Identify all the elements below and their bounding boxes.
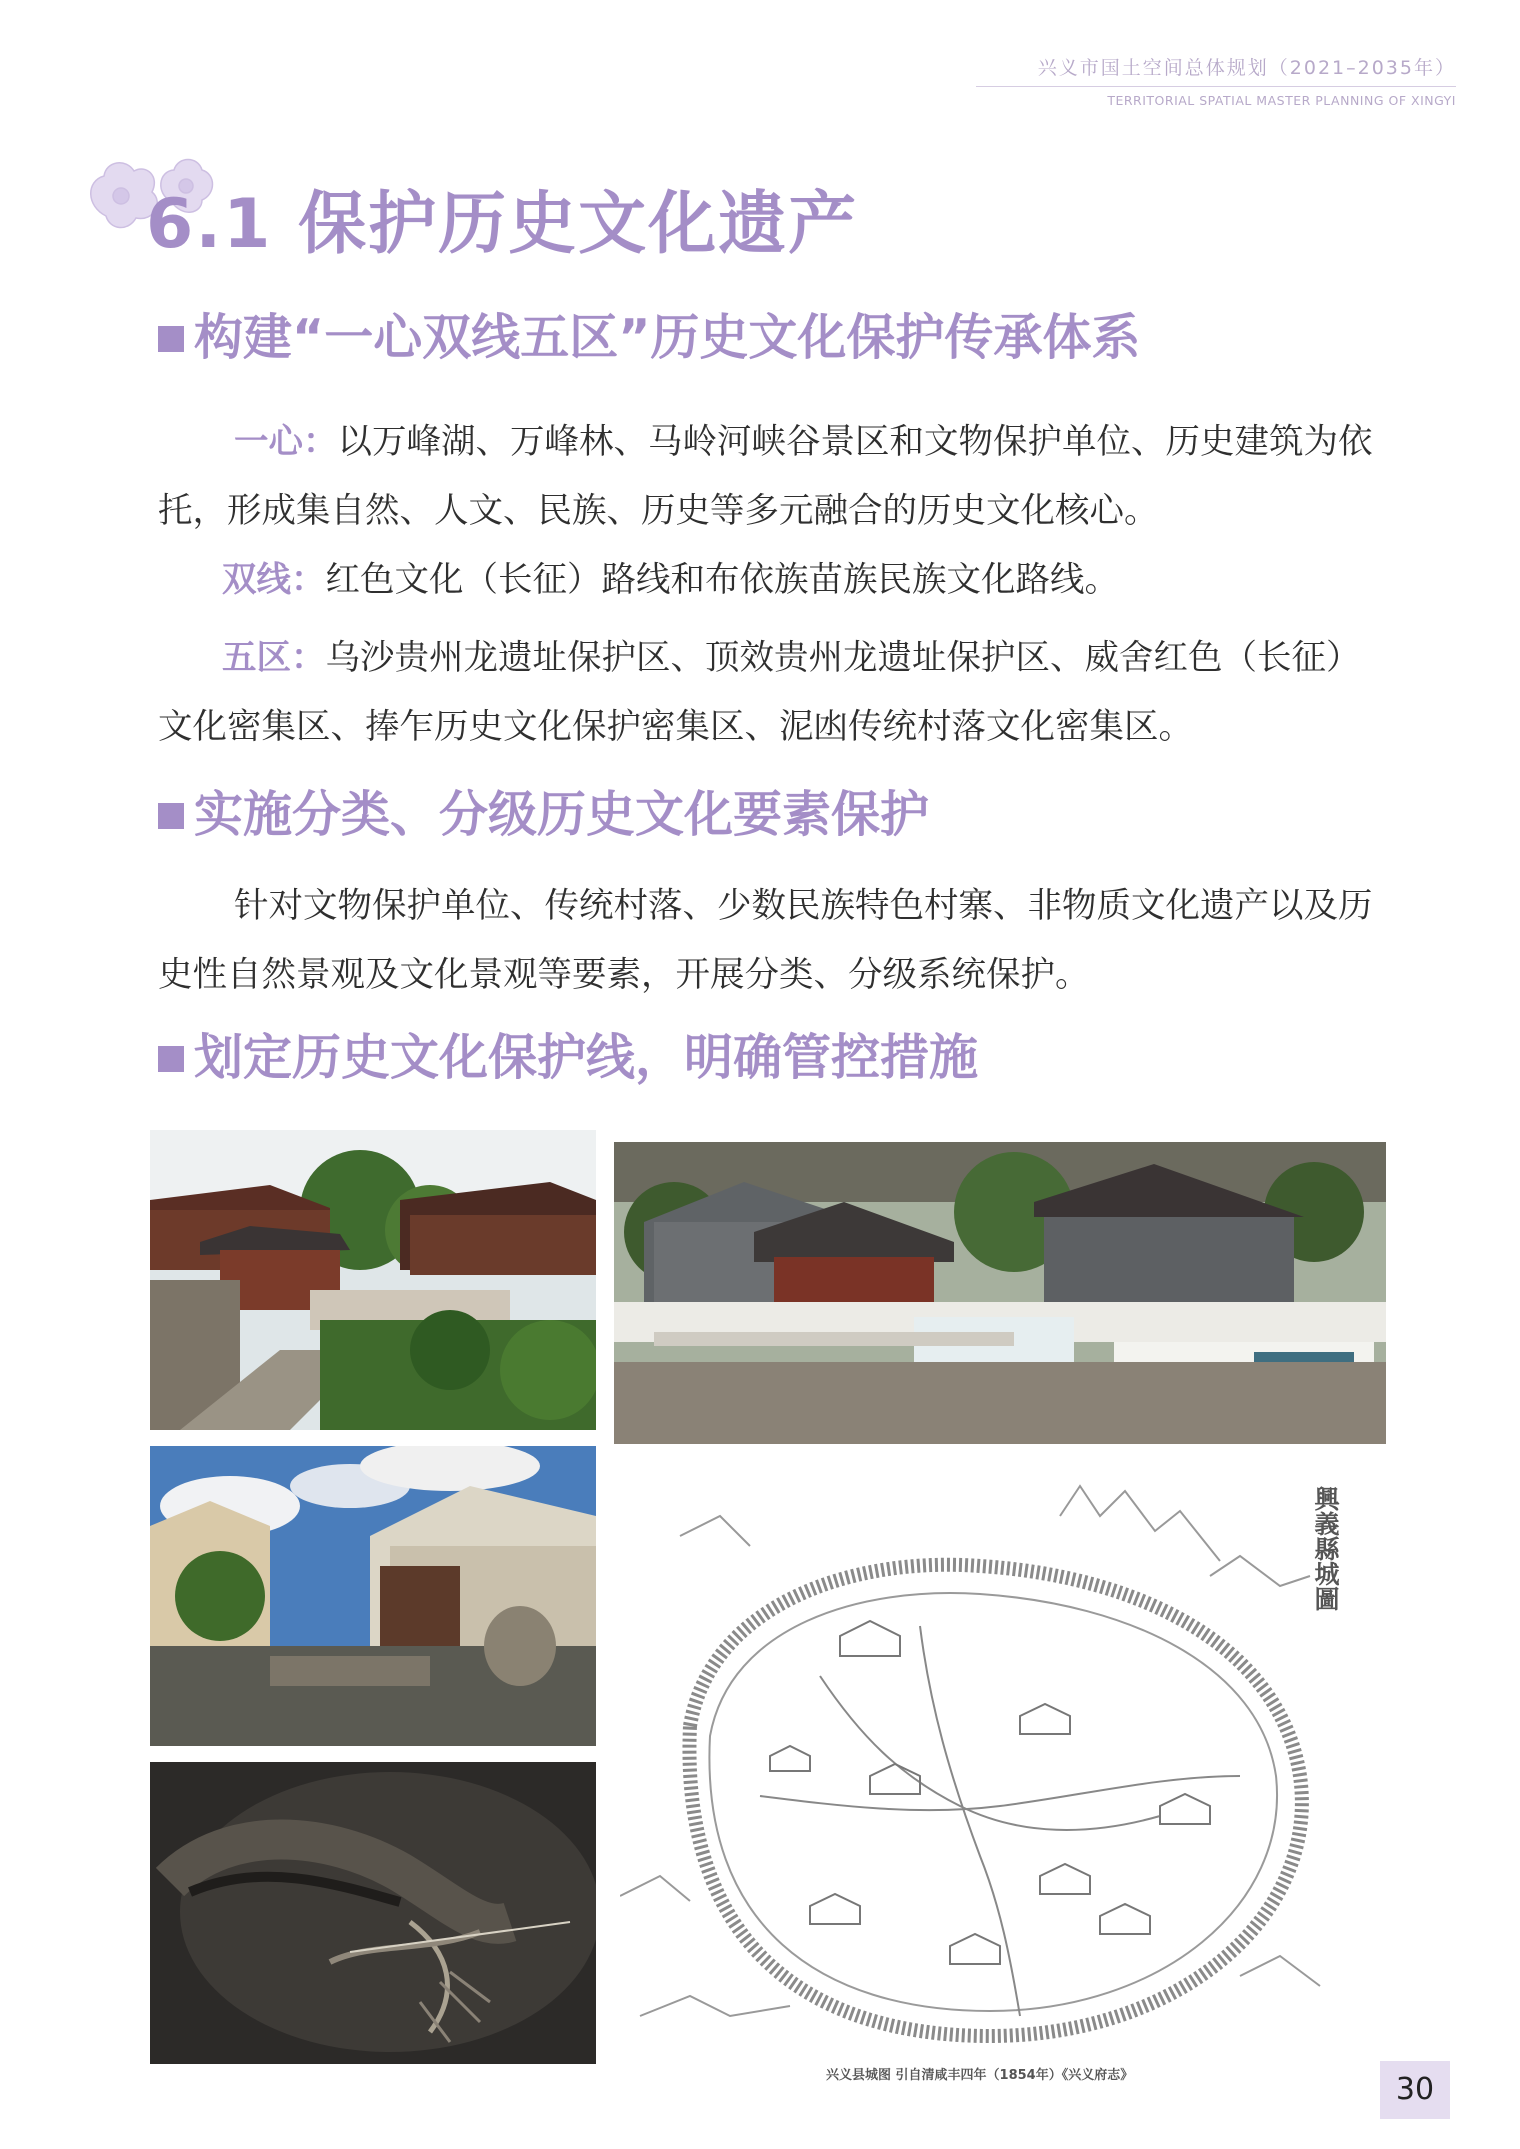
paragraph-text: 红色文化（长征）路线和布依族苗族民族文化路线。 [325, 560, 1119, 600]
bullet-square-icon [158, 803, 184, 829]
bullet-square-icon [158, 1046, 184, 1072]
paragraph-label: 一心： [234, 422, 338, 462]
paragraph-text: 乌沙贵州龙遗址保护区、顶效贵州龙遗址保护区、威舍红色（长征）文化密集区、捧乍历史文化保护密集区、泥凼传统村落文化密集区。 [158, 638, 1361, 747]
section-heading-1-text: 构建“一心双线五区”历史文化保护传承体系 [194, 309, 1141, 366]
paragraph-wuqu [158, 624, 1383, 762]
photo-traditional-village [150, 1130, 596, 1430]
photo-courtyard-residence [150, 1446, 596, 1746]
map-vertical-title: 興義縣城圖 [1311, 1486, 1340, 1611]
header-rule [976, 86, 1456, 87]
section-heading-1 [158, 308, 1140, 368]
section-heading-2 [158, 785, 929, 845]
paragraph-text: 以万峰湖、万峰林、马岭河峡谷景区和文物保护单位、历史建筑为依托，形成集自然、人文、民族、历史等多元融合的历史文化核心。 [158, 422, 1373, 531]
bullet-square-icon [158, 326, 184, 352]
photo-fossil-keichousaurus [150, 1762, 596, 2064]
map-historical-xingyi [620, 1476, 1346, 2056]
page-number: 30 [1380, 2061, 1450, 2119]
running-header [976, 54, 1456, 108]
section-heading-2-text: 实施分类、分级历史文化要素保护 [194, 786, 930, 843]
section-heading-3 [158, 1028, 978, 1088]
header-title-cn: 兴义市国土空间总体规划（2021–2035年） [1037, 57, 1456, 79]
paragraph-classification [158, 872, 1383, 1010]
paragraph-label: 双线： [222, 560, 326, 600]
photo-stone-museum [614, 1142, 1386, 1444]
paragraph-shuangxian [158, 546, 1383, 615]
header-title-en: TERRITORIAL SPATIAL MASTER PLANNING OF XINGYI [1107, 93, 1456, 108]
chapter-title: 6.1 保护历史文化遗产 [146, 185, 859, 264]
paragraph-label: 五区： [222, 638, 326, 678]
paragraph-yixin [158, 408, 1383, 546]
paragraph-text: 针对文物保护单位、传统村落、少数民族特色村寨、非物质文化遗产以及历史性自然景观及文化景观等要素，开展分类、分级系统保护。 [158, 886, 1373, 995]
map-caption: 兴义县城图 引自清咸丰四年（1854年）《兴义府志》 [826, 2068, 1134, 2083]
section-heading-3-text: 划定历史文化保护线，明确管控措施 [194, 1029, 979, 1086]
